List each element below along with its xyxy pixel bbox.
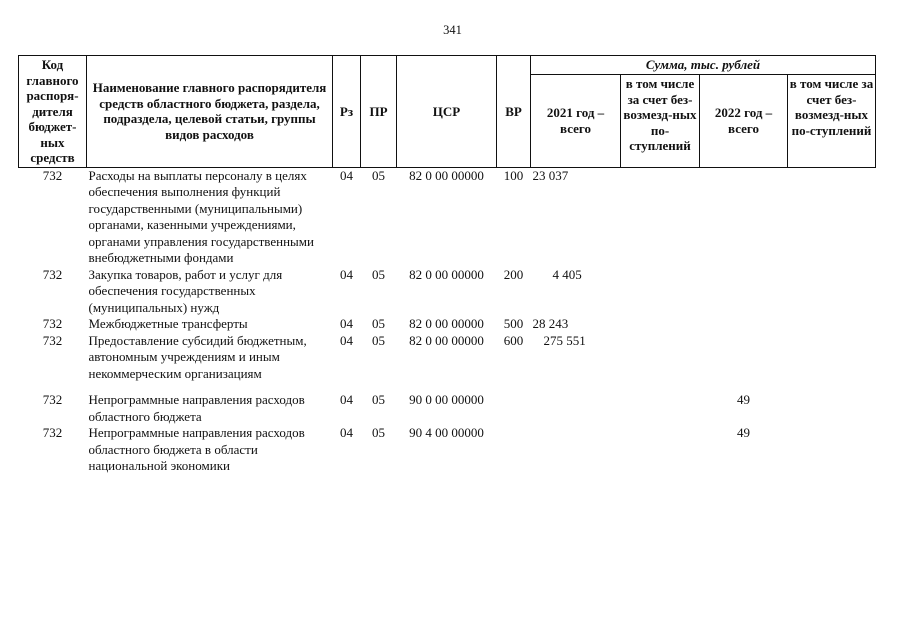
header-sum-caption: Сумма, тыс. рублей <box>531 56 876 75</box>
cell-2021-free <box>621 425 700 475</box>
table-row <box>19 316 876 333</box>
header-2022-free: в том числе за счет без-возмезд-ных по-ступлений <box>788 75 876 168</box>
header-rz: Рз <box>333 56 361 168</box>
header-csr: ЦСР <box>397 56 497 168</box>
cell-rz: 04 <box>340 332 353 348</box>
cell-2022-free <box>788 316 876 333</box>
cell-2022-free <box>788 333 876 383</box>
cell-name: Расходы на выплаты персоналу в целях обеспечения выполнения функций государственными (муниципальными) органами, казенными учреждениями, органами управления государственными внебюджетными фондами <box>88 167 314 265</box>
cell-code: 732 <box>42 425 63 440</box>
header-pr: ПР <box>361 56 397 168</box>
table-row <box>19 267 876 317</box>
cell-name: Предоставление субсидий бюджетным, автономным учреждениям и иным некоммерческим организациям <box>88 332 307 381</box>
cell-csr: 82 0 00 00000 <box>409 332 484 348</box>
header-2022-total: 2022 год – всего <box>700 75 788 168</box>
cell-vr <box>497 382 531 425</box>
cell-csr: 82 0 00 00000 <box>409 316 484 331</box>
cell-pr: 05 <box>372 332 385 348</box>
cell-code: 732 <box>42 332 63 348</box>
header-vr: ВР <box>497 56 531 168</box>
cell-rz: 04 <box>340 167 353 183</box>
cell-pr: 05 <box>372 266 385 282</box>
cell-rz: 04 <box>340 266 353 282</box>
cell-name: Непрограммные направления расходов областного бюджета <box>88 392 305 424</box>
table-row <box>19 382 876 425</box>
cell-2021-total: 4 405 <box>552 266 582 282</box>
page-number: 341 <box>443 23 462 37</box>
cell-rz: 04 <box>340 316 353 331</box>
cell-name: Закупка товаров, работ и услуг для обеспечения государственных (муниципальных) нужд <box>88 266 283 315</box>
cell-code: 732 <box>42 316 63 331</box>
table-row <box>19 167 876 267</box>
cell-vr <box>497 425 531 475</box>
cell-2022-total <box>700 267 788 317</box>
table-row <box>19 333 876 383</box>
cell-code: 732 <box>42 266 63 282</box>
cell-2021-total: 275 551 <box>543 332 586 348</box>
cell-vr: 200 <box>503 266 524 282</box>
cell-name: Межбюджетные трансферты <box>88 316 248 331</box>
table-body <box>19 167 876 475</box>
cell-pr: 05 <box>372 316 385 331</box>
cell-2021-total: 23 037 <box>532 167 569 183</box>
cell-2022-free <box>788 382 876 425</box>
cell-2021-total: 28 243 <box>532 316 569 331</box>
cell-code: 732 <box>42 167 63 183</box>
cell-2022-free <box>788 425 876 475</box>
cell-csr: 90 4 00 00000 <box>409 425 484 440</box>
header-code: Код главного распоря-дителя бюджет-ных средств <box>19 56 87 168</box>
cell-2022-free <box>788 267 876 317</box>
cell-2021-free <box>621 333 700 383</box>
cell-csr: 90 0 00 00000 <box>409 392 484 407</box>
cell-name: Непрограммные направления расходов областного бюджета в области национальной экономики <box>88 425 305 473</box>
cell-2021-total <box>531 425 621 475</box>
cell-2021-free <box>621 267 700 317</box>
cell-csr: 82 0 00 00000 <box>409 167 484 183</box>
cell-rz: 04 <box>340 425 353 440</box>
cell-2021-free <box>621 382 700 425</box>
cell-2021-free <box>621 167 700 267</box>
budget-table <box>18 55 876 475</box>
table-header <box>19 56 876 168</box>
cell-2022-total <box>700 316 788 333</box>
cell-vr: 100 <box>503 167 524 183</box>
cell-vr: 500 <box>503 316 524 331</box>
cell-code: 732 <box>42 392 63 407</box>
cell-pr: 05 <box>372 392 385 407</box>
header-name: Наименование главного распорядителя средств областного бюджета, раздела, подраздела, целевой статьи, группы видов расходов <box>87 56 333 168</box>
cell-csr: 82 0 00 00000 <box>409 266 484 282</box>
cell-2022-total: 49 <box>737 392 750 407</box>
cell-2022-total: 49 <box>737 425 750 440</box>
table-row <box>19 425 876 475</box>
cell-2021-total <box>531 382 621 425</box>
cell-2022-total <box>700 167 788 267</box>
header-2021-total: 2021 год – всего <box>531 75 621 168</box>
cell-2022-free <box>788 167 876 267</box>
cell-vr: 600 <box>503 332 524 348</box>
cell-rz: 04 <box>340 392 353 407</box>
cell-pr: 05 <box>372 425 385 440</box>
cell-2021-free <box>621 316 700 333</box>
header-2021-free: в том числе за счет без-возмезд-ных по-ступлений <box>621 75 700 168</box>
cell-2022-total <box>700 333 788 383</box>
cell-pr: 05 <box>372 167 385 183</box>
